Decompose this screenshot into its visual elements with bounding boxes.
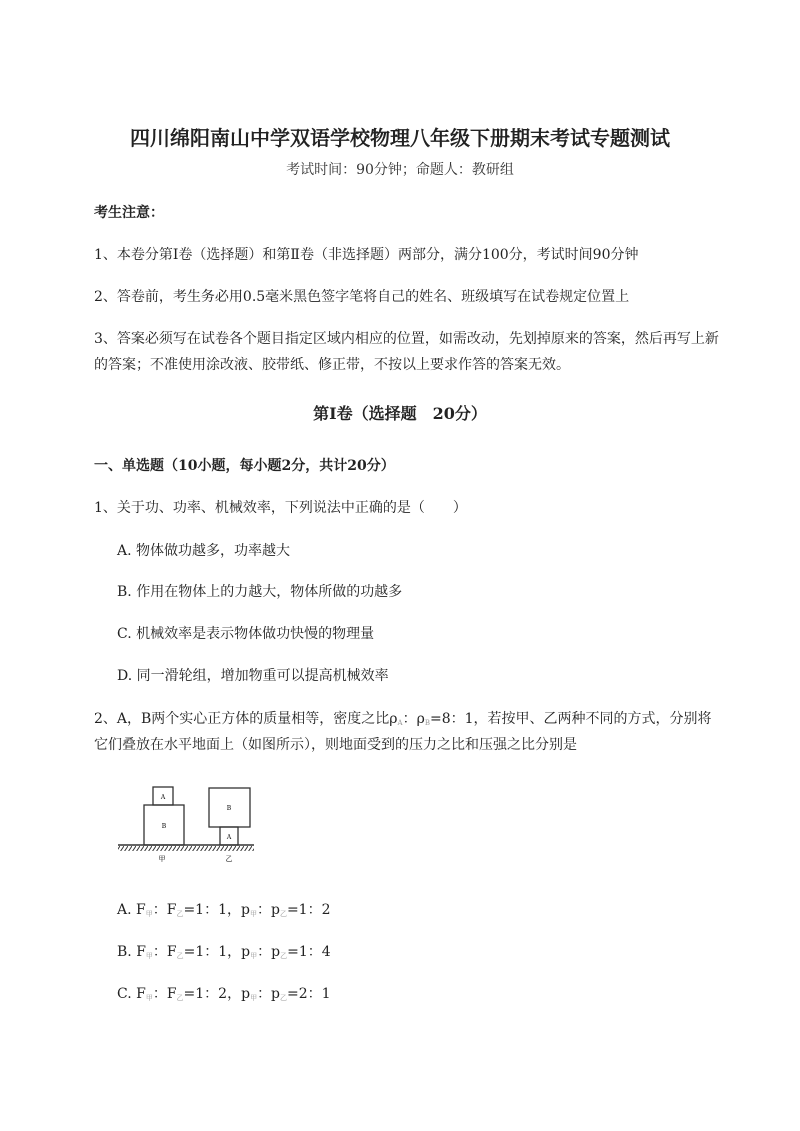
stem-text: =8：1，若按甲、乙两种不同的方式，分别将: [430, 711, 712, 727]
subscript: 甲: [250, 952, 258, 960]
notice-item: 2、答卷前，考生务必用0.5毫米黑色签字笔将自己的姓名、班级填写在试卷规定位置上: [94, 289, 630, 305]
q1-option-b: B. 作用在物体上的力越大，物体所做的功越多: [117, 584, 403, 600]
opt-text: B. F: [117, 944, 146, 960]
notice-item: 1、本卷分第Ⅰ卷（选择题）和第Ⅱ卷（非选择题）两部分，满分100分，考试时间90分钟: [94, 247, 639, 263]
opt-text: =1：1，p: [183, 902, 250, 918]
section-title: 第Ⅰ卷（选择题 20分）: [313, 404, 487, 423]
subscript: 乙: [280, 952, 288, 960]
q2-option-a: [117, 899, 330, 919]
q2-option-b: [117, 941, 331, 961]
question-2-stem: [94, 708, 712, 728]
opt-text: =1：4: [287, 944, 331, 960]
subscript: 乙: [280, 994, 288, 1002]
stacked-blocks-figure: [112, 780, 262, 870]
subscript: 乙: [176, 952, 184, 960]
subscript: 乙: [279, 910, 287, 918]
q1-option-d: D. 同一滑轮组，增加物重可以提高机械效率: [117, 668, 389, 684]
label-b: B: [226, 805, 232, 812]
opt-text: =1：2，p: [183, 986, 251, 1002]
part-heading: 一、单选题（10小题，每小题2分，共计20分）: [94, 458, 395, 474]
opt-text: C. F: [117, 986, 146, 1002]
subscript: 乙: [176, 994, 184, 1002]
caption-jia: 甲: [158, 855, 166, 863]
label-b: B: [161, 823, 167, 830]
exam-info: 考试时间：90分钟；命题人：教研组: [286, 162, 514, 178]
page-title: 四川绵阳南山中学双语学校物理八年级下册期末考试专题测试: [130, 126, 670, 150]
ground-hatch: [118, 846, 254, 851]
q1-option-a: A. 物体做功越多，功率越大: [117, 543, 291, 559]
q1-option-c: C. 机械效率是表示物体做功快慢的物理量: [117, 626, 375, 642]
notice-heading: 考生注意：: [94, 205, 164, 221]
subscript: 甲: [145, 994, 153, 1002]
opt-text: =1：1，p: [183, 944, 251, 960]
subscript: 甲: [249, 910, 257, 918]
subscript: 甲: [250, 994, 258, 1002]
q2-option-c: [117, 983, 331, 1003]
opt-text: ：F: [152, 986, 177, 1002]
opt-text: =1：2: [286, 902, 331, 918]
subscript: 甲: [145, 952, 153, 960]
opt-text: ：F: [152, 944, 177, 960]
notice-item: 3、答案必须写在试卷各个题目指定区域内相应的位置，如需改动，先划掉原来的答案，然后再写上新: [94, 331, 719, 347]
opt-text: ：p: [257, 944, 281, 960]
caption-yi: 乙: [225, 855, 233, 863]
subscript: B: [424, 719, 430, 727]
question-1-stem: 1、关于功、功率、机械效率，下列说法中正确的是（ ）: [94, 500, 467, 516]
stem-text: ：ρ: [402, 711, 425, 727]
label-a: A: [160, 794, 166, 801]
subscript: 甲: [145, 910, 153, 918]
opt-text: ：p: [257, 986, 281, 1002]
label-a: A: [226, 834, 232, 841]
notice-item: 的答案；不准使用涂改液、胶带纸、修正带，不按以上要求作答的答案无效。: [94, 357, 570, 373]
opt-text: ：F: [152, 902, 177, 918]
opt-text: ：p: [256, 902, 280, 918]
subscript: A: [397, 719, 403, 727]
question-2-stem-line2: 它们叠放在水平地面上（如图所示），则地面受到的压力之比和压强之比分别是: [94, 737, 577, 753]
subscript: 乙: [176, 910, 184, 918]
opt-text: =2：1: [287, 986, 331, 1002]
stem-text: 2、A，B两个实心正方体的质量相等，密度之比ρ: [94, 711, 398, 727]
opt-text: A. F: [117, 902, 146, 918]
